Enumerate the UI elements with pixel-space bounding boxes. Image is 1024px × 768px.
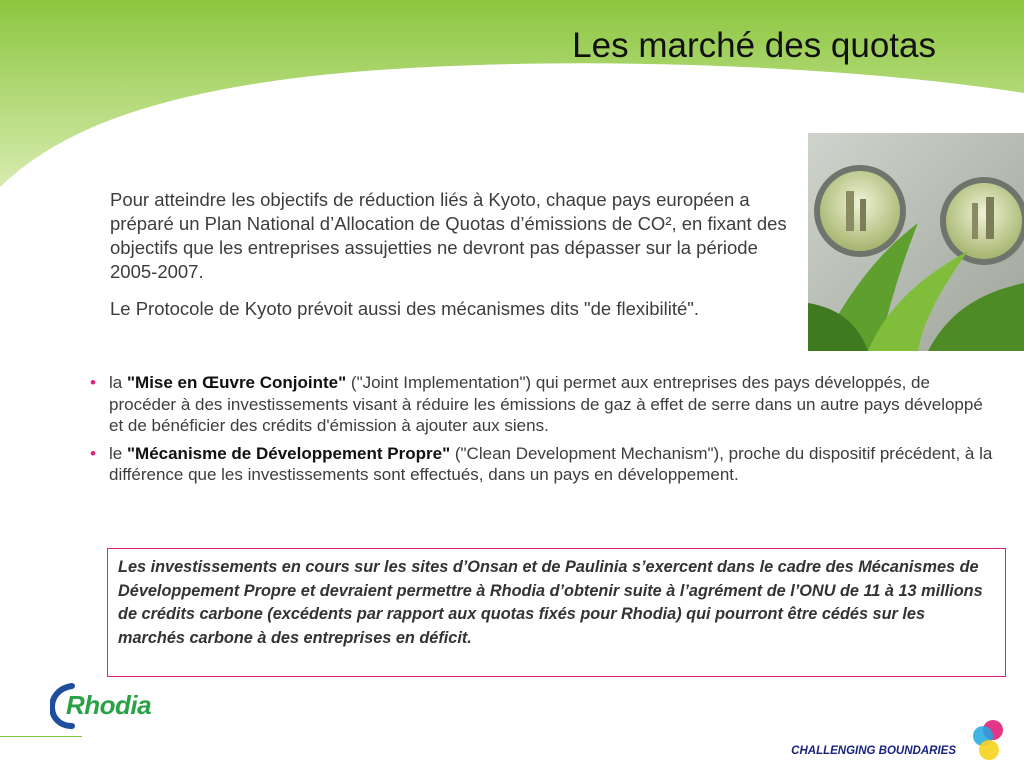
bullet-description: ("Joint Implementation") qui permet aux entreprises des pays développés, de procéder à des investissements visant à réduire les émissions de gaz à effet de serre dans un autre pays développé et de bénéficier des crédits d'émission à ajouter aux siens.	[109, 373, 983, 435]
footer-divider	[0, 736, 82, 737]
bullet-term: "Mise en Œuvre Conjointe"	[126, 373, 347, 392]
intro-paragraph: Pour atteindre les objectifs de réduction liés à Kyoto, chaque pays européen a préparé un Plan National d’Allocation de Quotas d’émissions de CO², en fixant des objectifs que les entreprises assujetties ne devront pas dépasser sur la période 2005-2007.	[110, 189, 787, 282]
bullet-term: "Mécanisme de Développement Propre"	[126, 443, 451, 463]
footer-tagline: CHALLENGING BOUNDARIES	[791, 745, 956, 757]
logo-wordmark: Rhodia	[66, 690, 152, 720]
bullet-description: ("Clean Development Mechanism"), proche du dispositif précédent, à la différence que les investissements sont effectués, dans un pays en développement.	[109, 443, 993, 484]
bullet-icon: •	[90, 443, 96, 463]
intro-text	[110, 188, 800, 334]
industrial-porthole-photo	[808, 133, 1024, 351]
highlight-note-box: Les investissements en cours sur les sites d’Onsan et de Paulinia s’exercent dans le cadre des Mécanismes de Développement Propre et devraient permettre à Rhodia d’obtenir suite à l’agrément de l’ONU de 11 à 13 millions de crédits carbone (excédents par rapport aux quotas fixés pour Rhodia) qui pourront être cédés sur les marchés carbone à des entreprises en déficit.	[107, 548, 1006, 677]
bullet-item-clean-development	[90, 443, 1000, 486]
mechanism-bullet-list	[90, 372, 1000, 492]
bullet-prefix: le	[109, 443, 127, 463]
color-dots-logo	[963, 716, 1011, 764]
bullet-item-joint-implementation	[90, 372, 1000, 437]
slide-title: Les marché des quotas	[572, 26, 936, 65]
bullet-prefix: la	[109, 373, 127, 392]
bullet-icon: •	[90, 373, 96, 392]
intro-paragraph: Le Protocole de Kyoto prévoit aussi des mécanismes dits "de flexibilité".	[110, 298, 699, 319]
